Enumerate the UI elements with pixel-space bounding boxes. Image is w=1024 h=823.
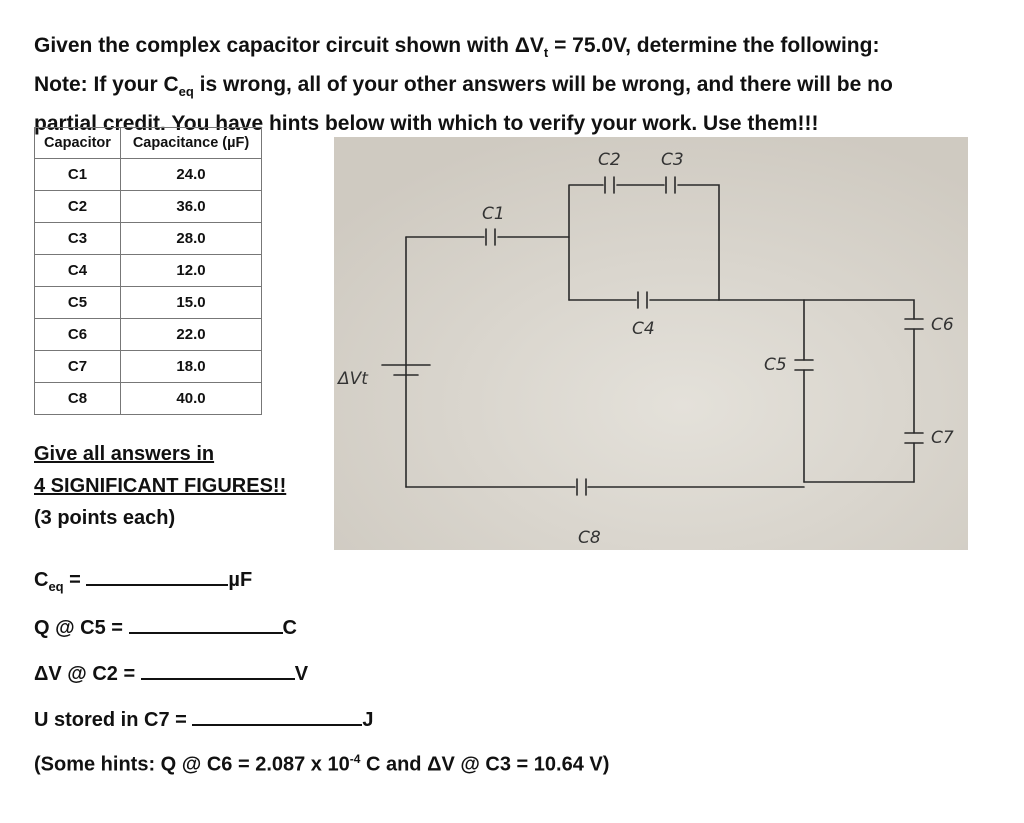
table-row <box>35 159 262 191</box>
table-row <box>35 351 262 383</box>
table-row <box>35 287 262 319</box>
answer-blank-q-c5[interactable] <box>129 614 283 634</box>
label-c1: C1 <box>482 204 505 224</box>
label-c8: C8 <box>578 528 601 548</box>
intro-line-2: Note: If your $C_{eq}$ is wrong, all of your other answers will be wrong, and there will be no <box>34 73 893 100</box>
answer-blank-dv-c2[interactable] <box>141 660 295 680</box>
question-ceq: $C_{eq} = \mu F$ <box>34 566 252 594</box>
capacitance-value: 22.0 <box>121 319 262 351</box>
label-c6: C6 <box>931 315 954 335</box>
instructions <box>34 438 286 534</box>
header-capacitance: Capacitance (µF) <box>121 128 262 159</box>
table-row <box>35 319 262 351</box>
answer-blank-ceq[interactable] <box>86 566 228 586</box>
label-c2: C2 <box>598 150 621 170</box>
table-header-row <box>35 128 262 159</box>
table-row <box>35 383 262 415</box>
table-row <box>35 223 262 255</box>
hints: (Some hints: Q @ C6 = 2.087 x $10^{-4}$ C and ΔV @ C3 = 10.64 V) <box>34 752 610 776</box>
capacitance-value: 40.0 <box>121 383 262 415</box>
label-c4: C4 <box>632 319 655 339</box>
circuit-diagram-photo <box>334 137 968 550</box>
capacitance-value: 15.0 <box>121 287 262 319</box>
intro-line-3: partial credit. You have hints below with which to verify your work. Use them!!! <box>34 112 819 136</box>
capacitor-name: C1 <box>35 159 121 191</box>
label-c3: C3 <box>661 150 684 170</box>
paper-background <box>334 137 968 550</box>
capacitor-name: C7 <box>35 351 121 383</box>
intro-line-1: Given the complex capacitor circuit shown with $\Delta V_t = 75.0V$, determine the following: <box>34 34 880 61</box>
question-u-c7: U stored in C7 = J <box>34 706 374 732</box>
capacitor-name: C5 <box>35 287 121 319</box>
capacitance-value: 18.0 <box>121 351 262 383</box>
table-row <box>35 191 262 223</box>
question-q-c5: Q @ C5 = C <box>34 614 297 640</box>
capacitor-name: C3 <box>35 223 121 255</box>
problem-statement <box>34 30 994 140</box>
instructions-line-2: 4 SIGNIFICANT FIGURES!! <box>34 475 287 497</box>
capacitor-name: C6 <box>35 319 121 351</box>
capacitor-name: C4 <box>35 255 121 287</box>
label-delta-vt: ΔVt <box>338 369 368 389</box>
capacitance-value: 28.0 <box>121 223 262 255</box>
capacitor-name: C2 <box>35 191 121 223</box>
header-capacitor: Capacitor <box>35 128 121 159</box>
capacitor-name: C8 <box>35 383 121 415</box>
instructions-line-3: (3 points each) <box>34 507 176 529</box>
capacitance-value: 24.0 <box>121 159 262 191</box>
instructions-line-1: Give all answers in <box>34 443 215 465</box>
label-c5: C5 <box>764 355 787 375</box>
capacitance-table <box>34 127 262 415</box>
answer-blank-u-c7[interactable] <box>192 706 362 726</box>
question-dv-c2: ΔV @ C2 = V <box>34 660 308 686</box>
capacitance-value: 12.0 <box>121 255 262 287</box>
capacitance-value: 36.0 <box>121 191 262 223</box>
label-c7: C7 <box>931 428 954 448</box>
table-row <box>35 255 262 287</box>
